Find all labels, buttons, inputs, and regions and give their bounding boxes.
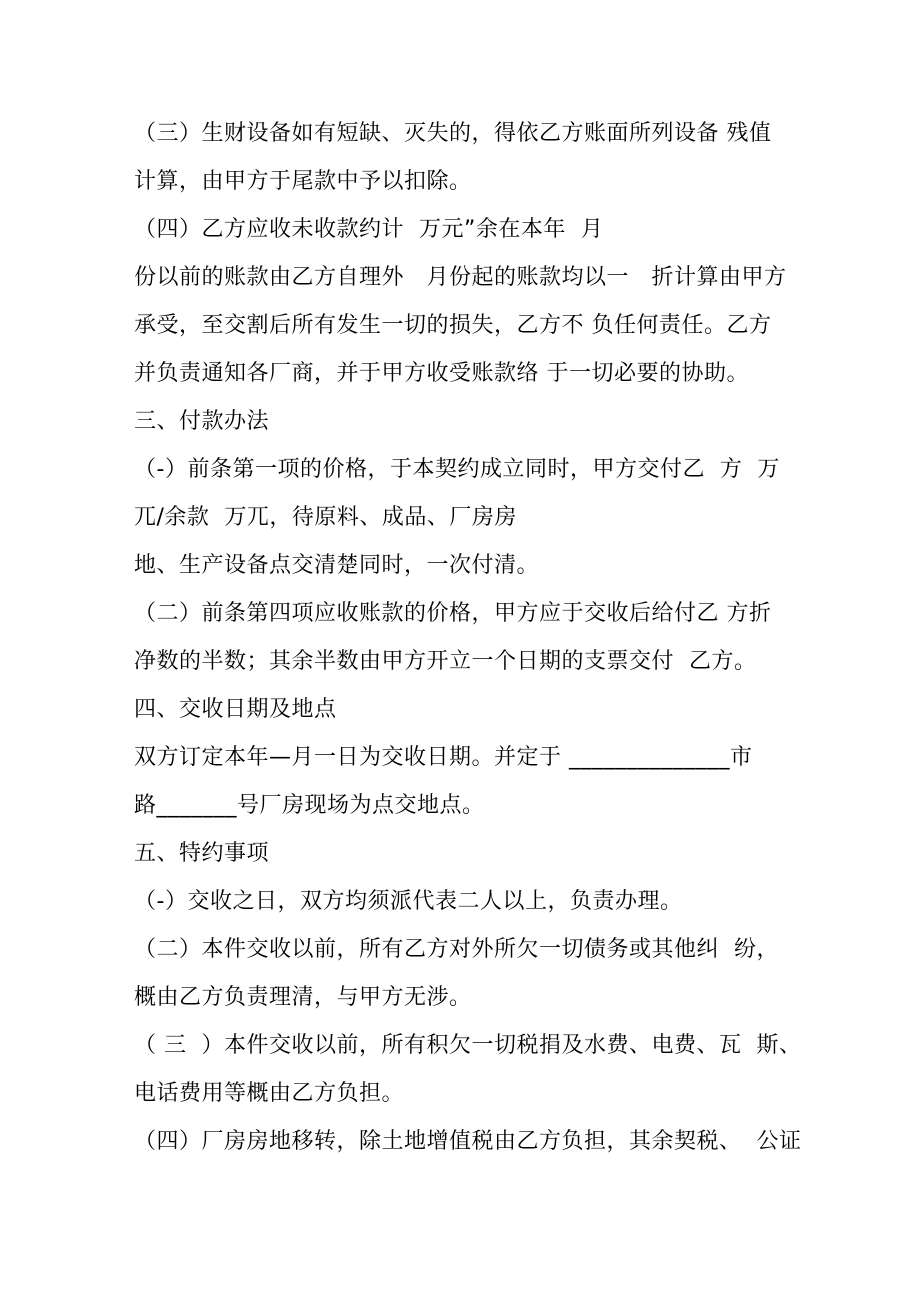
clause-line: 地、生产设备点交清楚同时，一次付清。 [134, 553, 540, 578]
clause-line: （四）乙方应收未收款约计 万元”余在本年 月 [134, 217, 604, 242]
clause-line: （四）厂房房地移转，除土地增值税由乙方负担，其余契税、 公证 [134, 1129, 802, 1154]
clause-line: （-）前条第一项的价格，于本契约成立同时，甲方交付乙 方 万 [134, 457, 780, 482]
clause-line: （ 三 ）本件交收以前，所有积欠一切税捐及水费、电费、瓦 斯、 [134, 1033, 802, 1058]
clause-line: 净数的半数；其余半数由甲方开立一个日期的支票交付 乙方。 [134, 649, 757, 674]
section-heading: 五、特约事项 [134, 841, 270, 866]
clause-line: 兀/余款 万兀，待原料、成品、厂房房 [134, 505, 517, 530]
clause-line: 并负责通知各厂商，并于甲方收受账款络 于一切必要的协助。 [134, 361, 749, 386]
clause-line: 双方订定本年—月一日为交收日期。并定于 ______________市 [134, 745, 753, 770]
clause-line: 承受，至交割后所有发生一切的损失，乙方不 负任何责任。乙方 [134, 313, 772, 338]
clause-line: 份以前的账款由乙方自理外 月份起的账款均以一 折计算由甲方 [134, 265, 787, 290]
section-heading: 三、付款办法 [134, 409, 270, 434]
clause-line: （二）前条第四项应收账款的价格，甲方应于交收后给付乙 方折 [134, 601, 772, 626]
clause-line: 概由乙方负责理清，与甲方无涉。 [134, 985, 472, 1010]
section-heading: 四、交收日期及地点 [134, 697, 337, 722]
clause-line: （-）交收之日，双方均须派代表二人以上，负责办理。 [134, 889, 683, 914]
clause-line: 路_______号厂房现场为点交地点。 [134, 793, 485, 818]
clause-line: （二）本件交收以前，所有乙方对外所欠一切债务或其他纠 纷， [134, 937, 779, 962]
clause-line: 计算，由甲方于尾款中予以扣除。 [134, 169, 472, 194]
clause-line: （三）生财设备如有短缺、灭失的，得依乙方账面所列设备 残值 [134, 121, 772, 146]
clause-line: 电话费用等概由乙方负担。 [134, 1081, 405, 1106]
